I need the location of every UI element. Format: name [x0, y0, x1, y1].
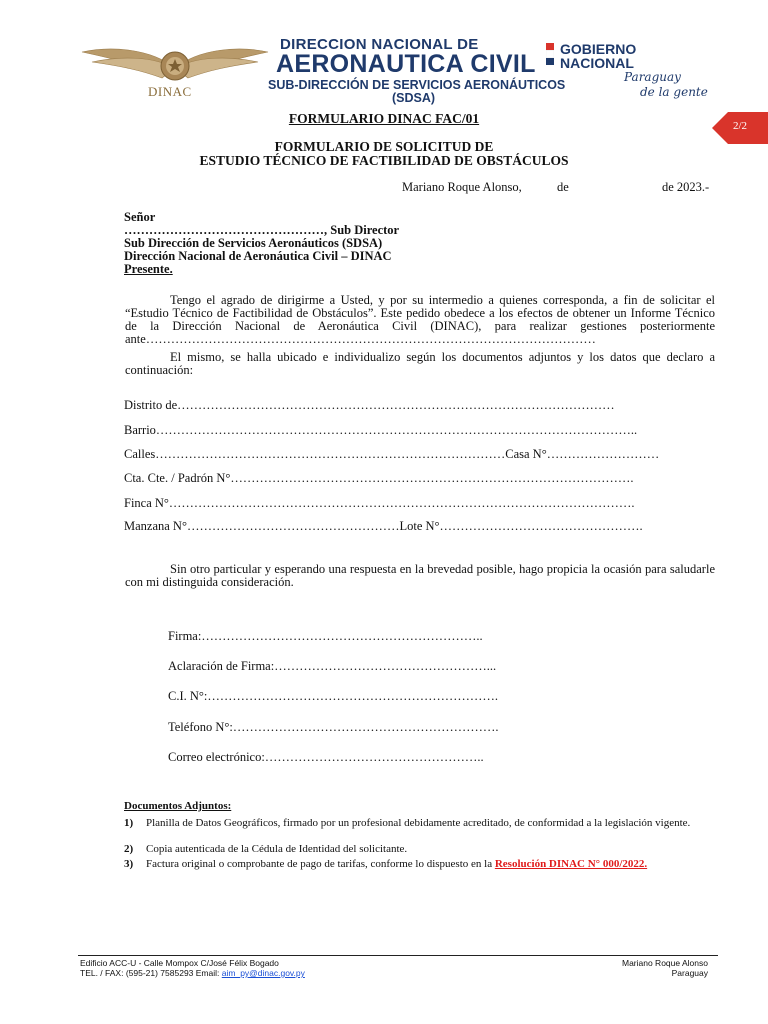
signature-ci[interactable]: C.I. N°:…………………………………………………………….: [168, 689, 498, 703]
footer-phone: TEL. / FAX: (595-21) 7585293 Email:: [80, 968, 220, 978]
header-subdirection: SUB-DIRECCIÓN DE SERVICIOS AERONÁUTICOS: [268, 78, 566, 92]
recipient-agency: Dirección Nacional de Aeronáutica Civil – DINAC: [124, 249, 392, 263]
slogan-line1: Paraguay: [624, 70, 681, 84]
footer-country: Paraguay: [671, 968, 708, 978]
field-barrio[interactable]: Barrio……………………………………………………………………………………………………..: [124, 423, 638, 437]
document-item-text-part: Factura original o comprobante de pago de tarifas, conforme lo dispuesto en la: [146, 858, 493, 870]
document-item-text: Copia autenticada de la Cédula de Identidad del solicitante.: [146, 843, 408, 855]
signature-aclaracion[interactable]: Aclaración de Firma:……………………………………………...: [168, 659, 497, 673]
field-padron[interactable]: Cta. Cte. / Padrón N°…………………………………………………………………………………….: [124, 471, 634, 485]
date-place: Mariano Roque Alonso,: [402, 180, 522, 194]
dinac-logo-text: DINAC: [148, 84, 192, 99]
body-paragraph-2: El mismo, se halla ubicado e individualizo según los documentos adjuntos y los datos que declaro a continuación:: [125, 350, 715, 377]
signature-telefono[interactable]: Teléfono N°:……………………………………………………….: [168, 720, 499, 734]
page-number-label: 2/2: [733, 120, 748, 132]
signature-correo[interactable]: Correo electrónico:……………………………………………..: [168, 750, 484, 764]
document-item-text: Planilla de Datos Geográficos, firmado por un profesional debidamente acreditado, de conformidad a la legislación vigente.: [146, 817, 691, 829]
document-item-number: 2): [124, 843, 134, 855]
field-calles-casa[interactable]: Calles…………………………………………………………………………Casa N°………………………: [124, 447, 660, 461]
header-agency-line1: DIRECCION NACIONAL DE: [280, 36, 479, 53]
recipient-salutation: Señor: [124, 210, 156, 224]
slogan-line2: de la gente: [640, 85, 708, 99]
recipient-presente: Presente.: [124, 262, 173, 276]
government-label-line1: GOBIERNO: [560, 41, 637, 57]
header-agency-line2: AERONAUTICA CIVIL: [276, 50, 536, 78]
resolution-link[interactable]: Resolución DINAC N° 000/2022.: [494, 858, 648, 870]
body-paragraph-3: Sin otro particular y esperando una respuesta en la brevedad posible, hago propicia la ocasión para saludarle con mi distinguida consideración.: [125, 562, 715, 589]
recipient-department: Sub Dirección de Servicios Aeronáuticos (SDSA): [124, 236, 383, 250]
field-finca[interactable]: Finca N°………………………………………………………………………………………………….: [124, 496, 635, 510]
document-item-number: 3): [124, 858, 134, 870]
field-distrito[interactable]: Distrito de……………………………………………………………………………………………: [124, 398, 615, 412]
documents-heading: Documentos Adjuntos:: [124, 800, 232, 812]
document-item-number: 1): [124, 817, 134, 829]
form-title-line1: FORMULARIO DE SOLICITUD DE: [274, 139, 494, 154]
footer-divider: [78, 955, 718, 956]
document-item-text: [146, 858, 715, 870]
form-code: FORMULARIO DINAC FAC/01: [288, 111, 480, 126]
date-year: de 2023.-: [662, 180, 710, 194]
signature-firma[interactable]: Firma:…………………………………………………………..: [168, 629, 483, 643]
form-title-line2: ESTUDIO TÉCNICO DE FACTIBILIDAD DE OBSTÁCULOS: [199, 153, 569, 168]
footer-city: Mariano Roque Alonso: [621, 958, 708, 968]
header-subdirection-acronym: (SDSA): [392, 91, 436, 105]
footer-contact: [80, 968, 305, 978]
footer-address: Edificio ACC-U - Calle Mompox C/José Félix Bogado: [80, 958, 279, 968]
government-flag-icon: [546, 43, 554, 65]
date-de: de: [557, 180, 569, 194]
government-label-line2: NACIONAL: [560, 55, 634, 71]
recipient-name-line: …………………………………………, Sub Director: [124, 223, 400, 237]
body-paragraph-1: Tengo el agrado de dirigirme a Usted, y por su intermedio a quienes corresponda, a fin de solicitar el “Estudio Técnico de Factibilidad de Obstáculos”. Este pedido obedece a los efectos de obtener un Informe Técnico de la Dirección Nacional de Aeronáutica Civil (DINAC), para realizar gestiones posteriormente ante………………………………………………………………………………………………: [125, 293, 715, 346]
field-manzana-lote[interactable]: Manzana N°……………………………………………Lote N°………………………………………….: [124, 519, 643, 533]
footer-email-link[interactable]: aim_py@dinac.gov.py: [221, 968, 305, 978]
